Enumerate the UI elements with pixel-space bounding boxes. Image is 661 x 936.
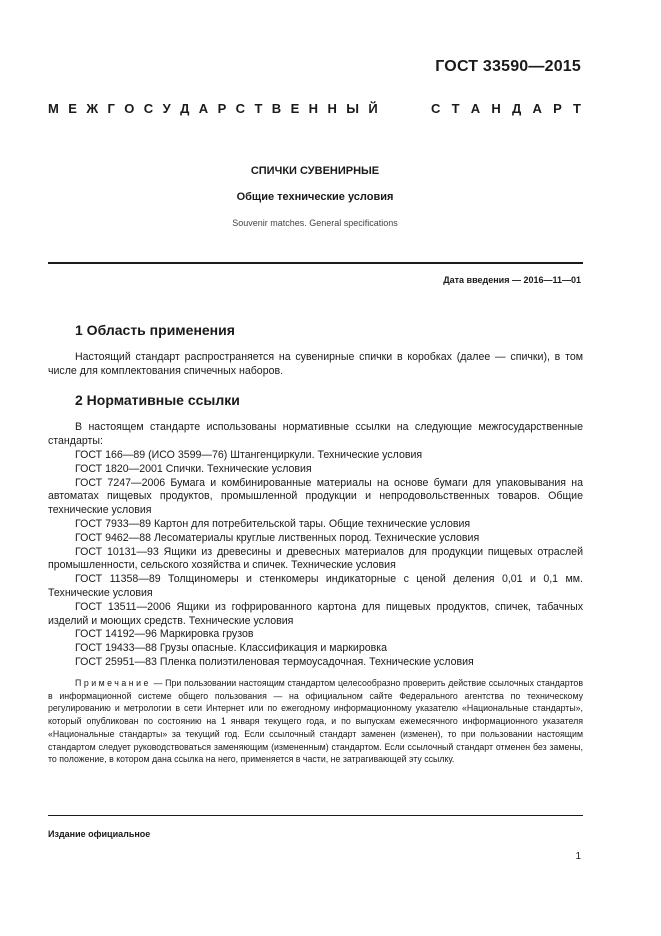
interstate-letter: А [532, 101, 542, 116]
interstate-letter: О [124, 101, 135, 116]
gost-number: ГОСТ 33590—2015 [435, 58, 581, 75]
interstate-letter: С [235, 101, 246, 116]
section-2-heading: 2 Нормативные ссылки [75, 392, 240, 408]
interstate-letter: Т [254, 101, 263, 116]
title-divider [48, 262, 583, 264]
reference-item: ГОСТ 166—89 (ИСО 3599—76) Штангенциркули. Технические условия [75, 449, 423, 461]
interstate-letter: Т [451, 101, 460, 116]
interstate-standard-heading [48, 101, 581, 116]
interstate-letter: Т [572, 101, 581, 116]
reference-item: ГОСТ 14192—96 Маркировка грузов [75, 628, 254, 641]
interstate-letter: Й [368, 101, 378, 116]
reference-item: ГОСТ 7933—89 Картон для потребительской тары. Общие технические условия [75, 517, 471, 530]
interstate-letter: С [143, 101, 154, 116]
interstate-letter: Е [68, 101, 77, 116]
references-note [48, 677, 583, 766]
reference-item: ГОСТ 7247—2006 Бумага и комбинированные материалы на основе бумаги для упаковывания на автоматах пищевых продуктов, промышленной продукции и непродовольственных товаров. Общие технические условия [48, 476, 583, 517]
interstate-letter: Д [512, 101, 522, 116]
interstate-letter: В [271, 101, 282, 116]
interstate-letter: Г [107, 101, 115, 116]
interstate-word-1 [48, 101, 378, 116]
interstate-letter: А [198, 101, 209, 116]
interstate-word-2 [431, 101, 581, 116]
interstate-letter: Ж [86, 101, 99, 116]
document-title-english: Souvenir matches. General specifications [232, 218, 398, 228]
normative-references-list [48, 449, 583, 670]
section-2-intro-paragraph: В настоящем стандарте использованы нормативные ссылки на следующие межгосударственные стандарты: [48, 421, 583, 447]
note-label: Примечание [75, 678, 151, 688]
interstate-letter: Н [308, 101, 319, 116]
interstate-letter: Д [180, 101, 190, 116]
official-edition-label: Издание официальное [48, 829, 151, 839]
interstate-letter: Р [553, 101, 562, 116]
page-number: 1 [575, 851, 581, 862]
interstate-letter: Ы [346, 101, 359, 116]
reference-item: ГОСТ 9462—88 Лесоматериалы круглые лиственных пород. Технические условия [75, 531, 480, 544]
interstate-letter: М [48, 101, 59, 116]
interstate-letter: Е [290, 101, 300, 116]
reference-item: ГОСТ 25951—83 Пленка полиэтиленовая термоусадочная. Технические условия [75, 655, 474, 668]
section-1-text [48, 351, 583, 379]
reference-item: ГОСТ 1820—2001 Спички. Технические условия [75, 462, 312, 475]
interstate-letter: С [431, 101, 441, 116]
introduction-date: Дата введения — 2016—11—01 [443, 275, 581, 285]
document-title: СПИЧКИ СУВЕНИРНЫЕ [250, 165, 380, 177]
section-1-paragraph: Настоящий стандарт распространяется на сувенирные спички в коробках (далее — спички), в том числе для комплектования спичечных наборов. [48, 351, 583, 377]
note-text: — При пользовании настоящим стандартом целесообразно проверить действие ссылочных стандартов в информационной системе общего пользования — на официальном сайте Федерального агентства по техническому регулированию и метрологии в сети Интернет или по ежегодному информационному указателю «Национальные стандарты», который опубликован по состоянию на 1 января текущего года, и по выпускам ежемесячного информационного указателя «Национальные стандарты» за текущий год. Если ссылочный стандарт заменен (изменен), то при пользовании настоящим стандартом следует руководствоваться заменяющим (измененным) стандартом. Если ссылочный стандарт отменен без замены, то положение, в котором дана ссылка на него, применяется в части, не затрагивающей эту ссылку. [48, 678, 583, 765]
reference-item: ГОСТ 13511—2006 Ящики из гофрированного картона для пищевых продуктов, спичек, табачных изделий и моющих средств. Технические условия [48, 600, 583, 627]
document-subtitle: Общие технические условия [236, 191, 394, 203]
interstate-letter: А [470, 101, 481, 116]
section-1-heading: 1 Область применения [75, 322, 235, 338]
reference-item: ГОСТ 19433—88 Грузы опасные. Классификация и маркировка [75, 642, 388, 655]
interstate-letter: Н [327, 101, 337, 116]
reference-item: ГОСТ 10131—93 Ящики из древесины и древесных материалов для продукции пищевых отраслей промышленности, сельского хозяйства и спичек. Технические условия [48, 545, 583, 572]
interstate-letter: У [162, 101, 171, 116]
section-2-intro [48, 421, 583, 449]
reference-item: ГОСТ 11358—89 Толщиномеры и стенкомеры индикаторные с ценой деления 0,01 и 0,1 мм. Технические условия [48, 573, 583, 599]
interstate-letter: Н [491, 101, 501, 116]
interstate-letter: Р [217, 101, 227, 116]
footer-divider [48, 815, 583, 816]
